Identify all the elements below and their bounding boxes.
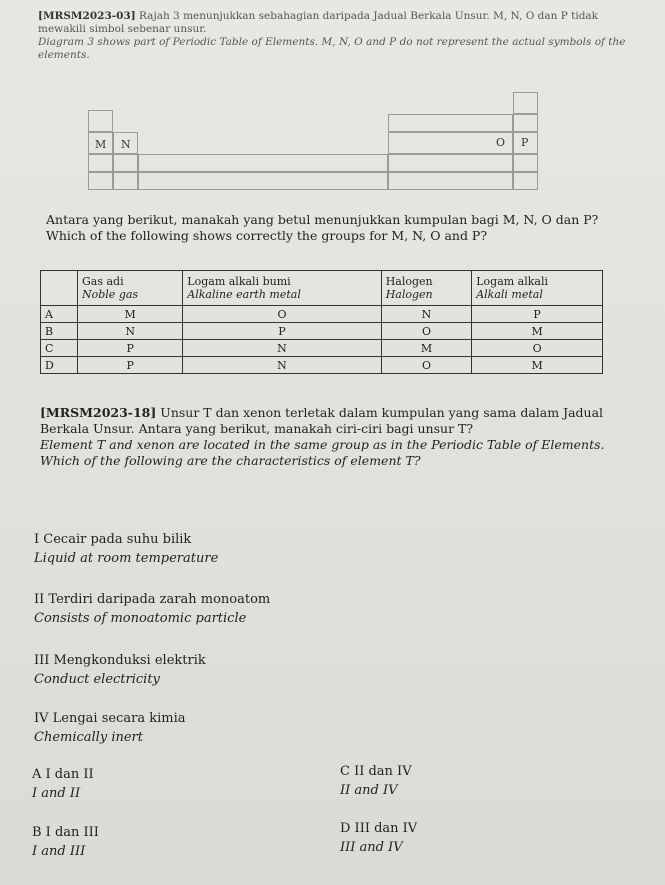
option-letter: B [41,323,78,340]
option-letter: D [41,357,78,374]
table-cell: N [183,357,381,374]
q2-malay: Unsur T dan xenon terletak dalam kumpulan yang sama dalam Jadual Berkala Unsur. Antara yang berikut, manakah ciri-ciri bagi unsur T? [40,405,604,436]
pt-cell [513,114,538,132]
table-cell: O [381,357,472,374]
pt-label-m: M [95,138,107,151]
table-row [41,306,603,323]
pt-cell [513,154,538,172]
table-cell: O [183,306,381,323]
choice-b[interactable]: B I dan III I and III [32,825,99,859]
q1-question [46,212,626,244]
table-header-halogen: Halogen Halogen [381,271,472,306]
option-letter: C [41,340,78,357]
periodic-table-diagram [88,92,548,197]
table-header-noble-gas: Gas adi Noble gas [78,271,183,306]
table-cell: P [78,357,183,374]
pt-block [388,172,513,190]
table-cell: P [183,323,381,340]
q2-code: [MRSM2023-18] [40,405,157,420]
table-header-row [41,271,603,306]
q1-code: [MRSM2023-03] [38,10,136,22]
table-cell: M [381,340,472,357]
q1-question-malay: Antara yang berikut, manakah yang betul menunjukkan kumpulan bagi M, N, O dan P? [46,212,599,227]
pt-transition-row [138,172,388,190]
statement-3: III Mengkonduksi elektrik Conduct electricity [34,653,206,687]
table-cell: N [78,323,183,340]
pt-cell [113,154,138,172]
pt-label-o: O [496,136,506,149]
pt-cell [513,172,538,190]
table-cell: P [78,340,183,357]
table-header-corner [41,271,78,306]
pt-cell [88,154,113,172]
statement-1: I Cecair pada suhu bilik Liquid at room temperature [34,532,219,566]
pt-cell [513,92,538,114]
statement-4: IV Lengai secara kimia Chemically inert [34,711,186,745]
table-cell: N [183,340,381,357]
q1-intro [38,10,638,62]
choice-d[interactable]: D III dan IV III and IV [340,821,418,855]
table-cell: O [381,323,472,340]
pt-label-n: N [121,138,131,151]
pt-label-p: P [521,136,529,149]
pt-cell [88,172,113,190]
q1-question-english: Which of the following shows correctly the groups for M, N, O and P? [46,228,488,243]
table-header-alkali-metal: Logam alkali Alkali metal [472,271,603,306]
table-row [41,340,603,357]
table-row [41,323,603,340]
statement-2: II Terdiri daripada zarah monoatom Consists of monoatomic particle [34,592,271,626]
pt-block [388,114,513,132]
q1-intro-malay: Rajah 3 menunjukkan sebahagian daripada Jadual Berkala Unsur. M, N, O dan P tidak mewakili simbol sebenar unsur. [38,10,599,35]
table-cell: M [472,323,603,340]
q1-intro-english: Diagram 3 shows part of Periodic Table of Elements. M, N, O and P do not represent the actual symbols of the elements. [38,36,626,61]
table-cell: M [472,357,603,374]
q2-english: Element T and xenon are located in the same group as in the Periodic Table of Elements. Which of the following are the characteristics of element T? [40,437,605,468]
pt-block [388,132,513,154]
table-cell: O [472,340,603,357]
table-row [41,357,603,374]
choice-c[interactable]: C II dan IV II and IV [340,764,412,798]
choice-a[interactable]: A I dan II I and II [32,767,94,801]
table-cell: N [381,306,472,323]
table-header-alkaline-earth: Logam alkali bumi Alkaline earth metal [183,271,381,306]
option-letter: A [41,306,78,323]
pt-transition-row [138,154,388,172]
table-cell: M [78,306,183,323]
q1-answer-table [40,270,603,374]
pt-cell [88,110,113,132]
pt-cell [113,172,138,190]
table-cell: P [472,306,603,323]
q2-question [40,405,630,469]
pt-block [388,154,513,172]
